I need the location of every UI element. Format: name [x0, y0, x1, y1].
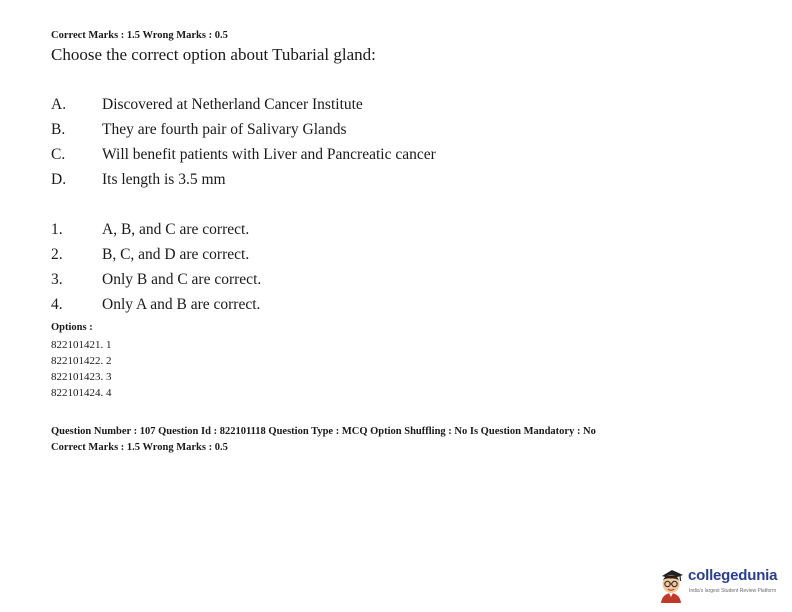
options-heading: Options :: [51, 322, 93, 333]
choice-label: 4.: [51, 296, 63, 313]
marks-line: Correct Marks : 1.5 Wrong Marks : 0.5: [51, 30, 228, 41]
statement-label: D.: [51, 171, 67, 188]
statement-text: Discovered at Netherland Cancer Institute: [102, 96, 363, 113]
choice-text: Only B and C are correct.: [102, 271, 262, 288]
choice-item: [51, 296, 260, 314]
collegedunia-logo: [655, 563, 790, 603]
choice-label: 2.: [51, 246, 63, 263]
brand-tagline: India's largest Student Review Platform: [689, 588, 777, 594]
choice-item: [51, 246, 249, 264]
student-mascot-icon: [655, 563, 687, 603]
brand-name: collegedunia: [688, 567, 778, 584]
next-marks-line: Correct Marks : 1.5 Wrong Marks : 0.5: [51, 442, 228, 453]
choice-text: A, B, and C are correct.: [102, 221, 250, 238]
statement-text: Its length is 3.5 mm: [102, 171, 226, 188]
choice-item: [51, 221, 249, 239]
statement-item: [51, 171, 226, 189]
choice-item: [51, 271, 261, 289]
statement-item: [51, 146, 436, 164]
statement-text: They are fourth pair of Salivary Glands: [102, 121, 347, 138]
statement-item: [51, 121, 346, 139]
question-text: Choose the correct option about Tubarial gland:: [51, 45, 376, 64]
statement-label: C.: [51, 146, 66, 163]
statement-label: B.: [51, 121, 66, 138]
option-id-item: 822101424. 4: [51, 387, 112, 399]
choice-text: Only A and B are correct.: [102, 296, 261, 313]
option-id-item: 822101422. 2: [51, 355, 112, 367]
choice-label: 1.: [51, 221, 63, 238]
choice-text: B, C, and D are correct.: [102, 246, 250, 263]
choice-label: 3.: [51, 271, 63, 288]
question-meta-line: Question Number : 107 Question Id : 822101118 Question Type : MCQ Option Shuffling : No Is Question Mandatory : No: [51, 426, 596, 437]
statement-label: A.: [51, 96, 67, 113]
statement-item: [51, 96, 363, 114]
option-id-item: 822101423. 3: [51, 371, 112, 383]
option-id-item: 822101421. 1: [51, 339, 112, 351]
statement-text: Will benefit patients with Liver and Pancreatic cancer: [102, 146, 436, 163]
